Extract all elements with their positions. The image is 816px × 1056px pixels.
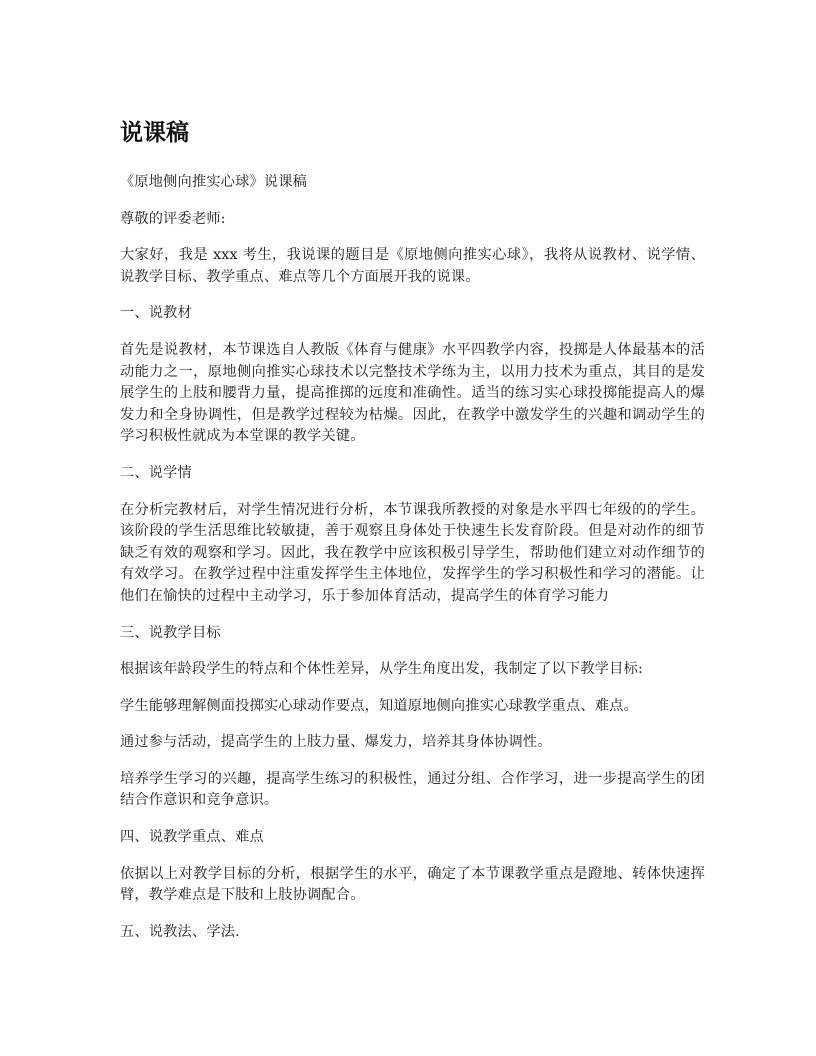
objective-knowledge: 学生能够理解侧面投掷实心球动作要点，知道原地侧向推实心球教学重点、难点。 [120,697,638,714]
section-heading-textbook: 一、说教材 [120,305,192,322]
objectives-intro-paragraph: 根据该年龄段学生的特点和个体性差异，从学生角度出发，我制定了以下教学目标: [120,661,643,678]
textbook-paragraph: 首先是说教材，本节课选自人教版《体育与健康》水平四教学内容，投掷是人体最基本的活动能力之一，原地侧向推实心球技术以完整技术学练为主，以用力技术为重点，其目的是发展学生的上肢和腰背力量，提高推掷的远度和准确性。适当的练习实心球投掷能提高人的爆发力和全身协调性，但是教学过程较为枯燥。因此，在教学中激发学生的兴趣和调动学生的学习积极性就成为本堂课的教学关键。 [120,341,705,445]
students-paragraph: 在分析完教材后，对学生情况进行分析，本节课我所教授的对象是水平四七年级的的学生。该阶段的学生活思维比较敏捷，善于观察且身体处于快速生长发育阶段。但是对动作的细节缺乏有效的观察和学习。因此，我在教学中应该积极引导学生，帮助他们建立对动作细节的有效学习。在教学过程中注重发挥学生主体地位，发挥学生的学习积极性和学习的潜能。让他们在愉快的过程中主动学习，乐于参加体育活动，提高学生的体育学习能力 [120,501,705,604]
objective-attitude: 培养学生学习的兴趣，提高学生练习的积极性，通过分组、合作学习，进一步提高学生的团结合作意识和竞争意识。 [120,770,705,809]
document-title: 说课稿 [120,120,189,146]
intro-paragraph: 大家好，我是 xxx 考生，我说课的题目是《原地侧向推实心球》，我将从说教材、说学情、说教学目标、教学重点、难点等几个方面展开我的说课。 [120,247,705,285]
document-page [120,116,705,958]
section-heading-methods: 五、说教法、学法. [120,923,240,940]
greeting-line: 尊敬的评委老师: [120,210,226,227]
lesson-title-line: 《原地侧向推实心球》说课稿 [120,174,308,190]
objective-skill: 通过参与活动，提高学生的上肢力量、爆发力，培养其身体协调性。 [120,734,552,751]
section-heading-objectives: 三、说教学目标 [120,624,221,641]
section-heading-students: 二、说学情 [120,464,192,481]
key-points-paragraph: 依据以上对教学目标的分析，根据学生的水平，确定了本节课教学重点是蹬地、转体快速挥臂，教学难点是下肢和上肢协调配合。 [120,865,705,904]
section-heading-key-points: 四、说教学重点、难点 [120,829,264,846]
